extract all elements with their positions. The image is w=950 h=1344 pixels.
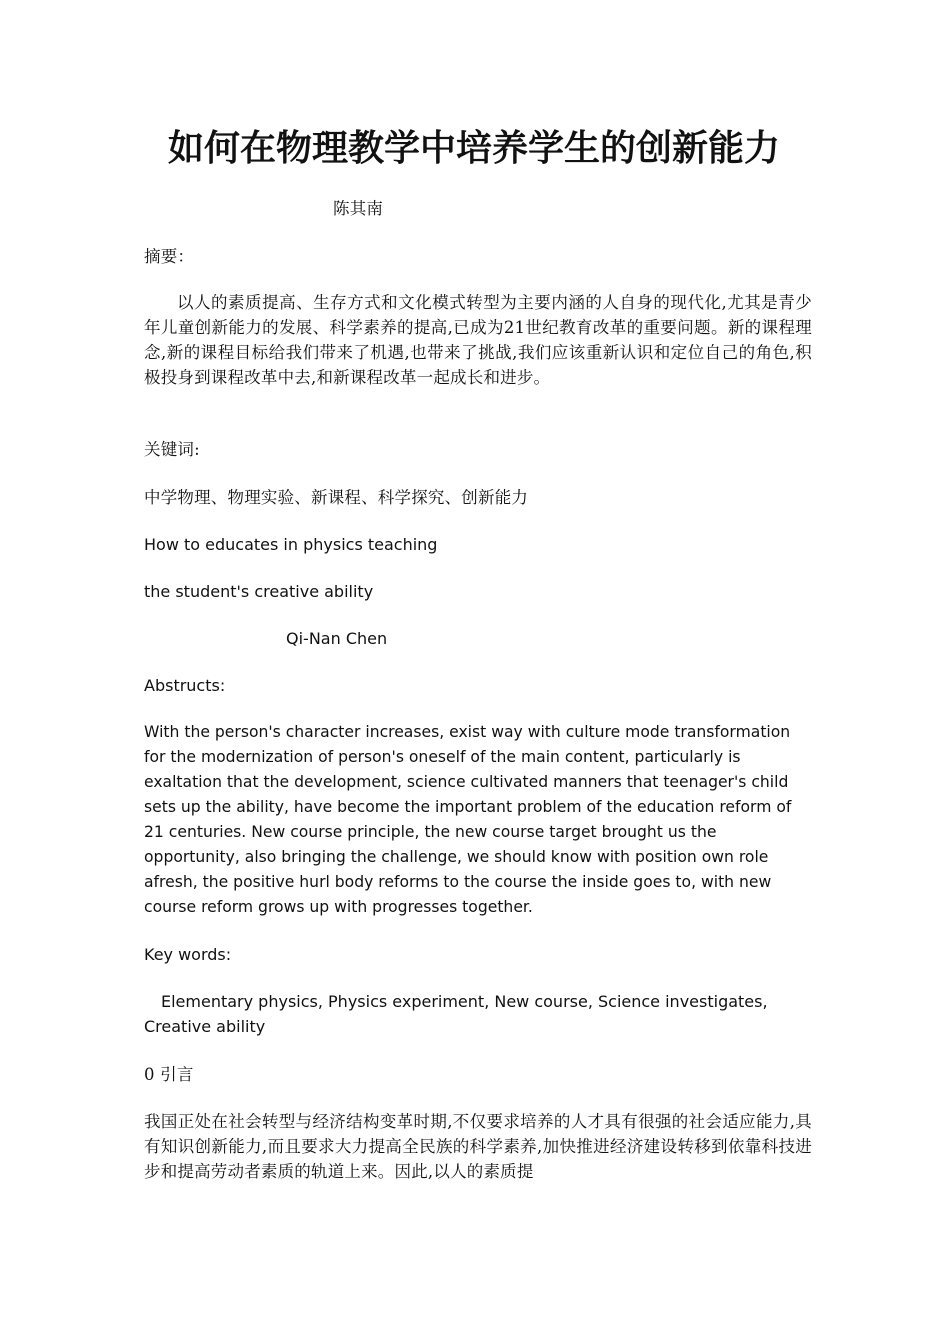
author-cn: 陈其南 — [333, 199, 384, 218]
page-title: 如何在物理教学中培养学生的创新能力 — [167, 127, 780, 169]
keywords-cn: 中学物理、物理实验、新课程、科学探究、创新能力 — [144, 488, 529, 507]
section-body-text: 我国正处在社会转型与经济结构变革时期,不仅要求培养的人才具有很强的社会适应能力,具有知识创新能力,而且要求大力提高全民族的科学素养,加快推进经济建设转移到依靠科技进步和提高劳动者素质的轨道上来。因此,以人的素质提 — [144, 1112, 812, 1181]
section-heading: 0 引言 — [144, 1065, 194, 1084]
keywords-label-en: Key words: — [144, 945, 232, 964]
abstract-text-cn: 以人的素质提高、生存方式和文化模式转型为主要内涵的人自身的现代化,尤其是青少年儿童创新能力的发展、科学素养的提高,已成为21世纪教育改革的重要问题。新的课程理念,新的课程目标给我们带来了机遇,也带来了挑战,我们应该重新认识和定位自己的角色,积极投身到课程改革中去,和新课程改革一起成长和进步。 — [144, 293, 812, 387]
keywords-label-cn: 关键词: — [144, 440, 200, 459]
abstract-label-cn: 摘要： — [144, 247, 195, 266]
abstract-label-en: Abstructs: — [144, 676, 226, 695]
author-en: Qi-Nan Chen — [286, 629, 388, 648]
keywords-en: Elementary physics, Physics experiment, New course, Science investigates, Creative ability — [144, 992, 768, 1036]
title-en-line2: the student's creative ability — [144, 582, 374, 601]
abstract-text-en: With the person's character increases, exist way with culture mode transformation for the modernization of person's oneself of the main content, particularly is exaltation that the development, science cultivated manners that teenager's child sets up the ability, have become the important problem of the education reform of 21 centuries. New course principle, the new course target brought us the opportunity, also bringing the challenge, we should know with position own role afresh, the positive hurl body reforms to the course the inside goes to, with new course reform grows up with progresses together. — [144, 723, 792, 916]
title-en-line1: How to educates in physics teaching — [144, 535, 438, 554]
